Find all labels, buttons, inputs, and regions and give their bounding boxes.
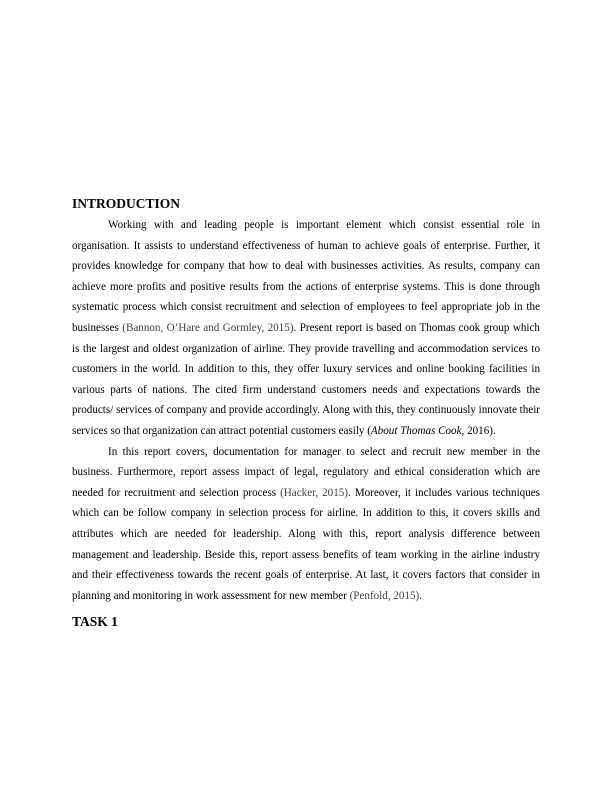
paragraph-2-text-a: In this report covers, documentation for manager to select and recruit new member in the business. Furthermore, report assess impact of legal, regulatory and ethical consideration which are needed for recruitment and selection process xyxy=(72,445,540,499)
citation-hacker: (Hacker, 2015) xyxy=(280,486,349,499)
paragraph-1-text-a: Working with and leading people is important element which consist essential role in organisation. It assists to understand effectiveness of human to achieve goals of enterprise. Further, it provides knowledge for company that how to deal with businesses activities. As results, company can achieve more profits and positive results from the actions of enterprise systems. This is done through systematic process which consist recruitment and selection of employees to feel appropriate job in the businesses xyxy=(72,219,540,334)
citation-penfold: (Penfold, 2015) xyxy=(349,589,420,602)
citation-bannon: (Bannon, O’Hare and Gormley, 2015) xyxy=(122,321,294,334)
task-1-heading: TASK 1 xyxy=(72,614,118,630)
paragraph-2-text-c: . xyxy=(419,589,423,602)
introduction-heading: INTRODUCTION xyxy=(72,196,181,211)
introduction-paragraph-1 xyxy=(72,215,540,442)
paragraph-2-text-b: . Moreover, it includes various techniques which can be follow company in selection process for airline. In addition to this, it covers skills and attributes which are needed for leadership. Along with this, report analysis difference between management and leadership. Beside this, report assess benefits of team working in the airline industry and their effectiveness towards the recent goals of enterprise. At last, it covers factors that consider in planning and monitoring in work assessment for new member xyxy=(72,486,541,602)
page-content xyxy=(72,195,540,631)
introduction-paragraph-2 xyxy=(72,442,540,607)
citation-about-thomas-cook-year: , 2016). xyxy=(461,424,496,437)
paragraph-1-text-b: . Present report is based on Thomas cook group which is the largest and oldest organization of airline. They provide travelling and accommodation services to customers in the world. In addition to this, they offer luxury services and online booking facilities in various parts of nations. The cited firm understand customers needs and expectations towards the products/ services of company and provide accordingly. Along with this, they continuously innovate their services so that organization can attract potential customers easily ( xyxy=(72,321,540,437)
citation-about-thomas-cook-title: About Thomas Cook xyxy=(370,424,462,437)
